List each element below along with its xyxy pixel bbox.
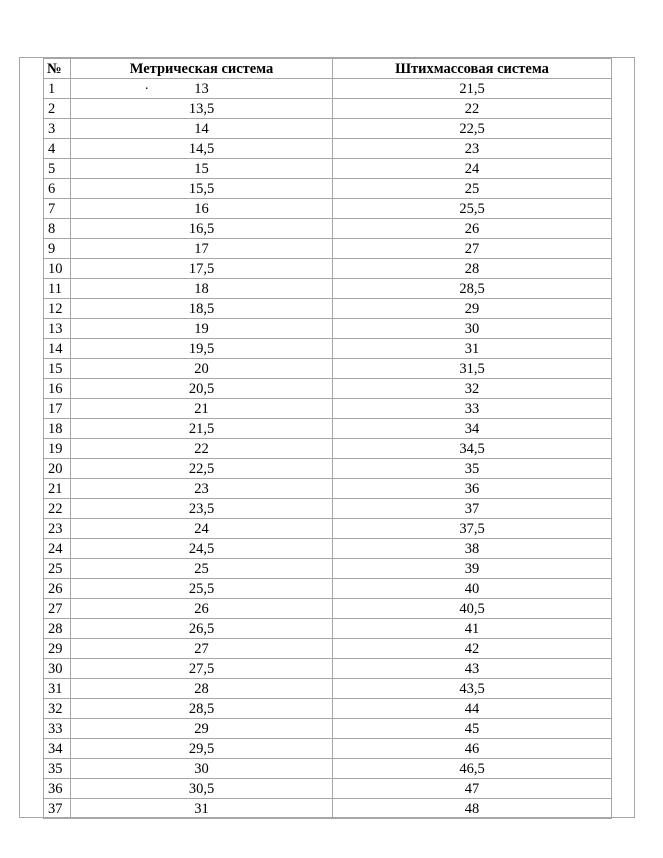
row-number-cell: 13 [44, 319, 71, 339]
table-row [44, 719, 612, 739]
stichmass-size-cell: 40 [333, 579, 612, 599]
metric-size-cell: 18 [71, 279, 333, 299]
row-number-cell: 29 [44, 639, 71, 659]
metric-size-cell: 18,5 [71, 299, 333, 319]
metric-size-cell: 13,5 [71, 99, 333, 119]
stichmass-size-cell: 27 [333, 239, 612, 259]
metric-size-cell: 14 [71, 119, 333, 139]
table-row [44, 419, 612, 439]
table-header-row [44, 59, 612, 79]
metric-size-cell: 22,5 [71, 459, 333, 479]
stichmass-size-cell: 39 [333, 559, 612, 579]
row-number-cell: 5 [44, 159, 71, 179]
row-number-cell: 2 [44, 99, 71, 119]
stichmass-size-cell: 41 [333, 619, 612, 639]
metric-size-cell: 15 [71, 159, 333, 179]
metric-size-cell: 19,5 [71, 339, 333, 359]
row-number-cell: 17 [44, 399, 71, 419]
stichmass-size-cell: 31 [333, 339, 612, 359]
table-row [44, 219, 612, 239]
metric-size-cell: 28,5 [71, 699, 333, 719]
metric-size-cell: 27 [71, 639, 333, 659]
stichmass-size-cell: 23 [333, 139, 612, 159]
metric-size-cell: 24,5 [71, 539, 333, 559]
stichmass-size-cell: 29 [333, 299, 612, 319]
row-number-cell: 14 [44, 339, 71, 359]
table-row [44, 99, 612, 119]
table-row [44, 739, 612, 759]
table-row [44, 439, 612, 459]
row-number-cell: 11 [44, 279, 71, 299]
stichmass-size-cell: 38 [333, 539, 612, 559]
header-stichmass-system: Штихмассовая система [333, 59, 612, 79]
stichmass-size-cell: 43,5 [333, 679, 612, 699]
table-row [44, 779, 612, 799]
metric-size-cell: 24 [71, 519, 333, 539]
row-number-cell: 22 [44, 499, 71, 519]
row-number-cell: 28 [44, 619, 71, 639]
metric-size-cell: 27,5 [71, 659, 333, 679]
table-row [44, 339, 612, 359]
metric-size-cell: 30,5 [71, 779, 333, 799]
row-number-cell: 37 [44, 799, 71, 819]
table-row [44, 599, 612, 619]
row-number-cell: 33 [44, 719, 71, 739]
row-number-cell: 15 [44, 359, 71, 379]
stichmass-size-cell: 48 [333, 799, 612, 819]
metric-size-cell: 23 [71, 479, 333, 499]
table-row [44, 179, 612, 199]
table-row [44, 759, 612, 779]
row-number-cell: 32 [44, 699, 71, 719]
stichmass-size-cell: 24 [333, 159, 612, 179]
table-row [44, 279, 612, 299]
table-row [44, 799, 612, 819]
stichmass-size-cell: 37,5 [333, 519, 612, 539]
metric-size-cell: 17 [71, 239, 333, 259]
stichmass-size-cell: 30 [333, 319, 612, 339]
metric-size-cell: 26,5 [71, 619, 333, 639]
row-number-cell: 9 [44, 239, 71, 259]
row-number-cell: 36 [44, 779, 71, 799]
stray-dot-mark: . [145, 78, 149, 93]
stichmass-size-cell: 33 [333, 399, 612, 419]
row-number-cell: 8 [44, 219, 71, 239]
stichmass-size-cell: 45 [333, 719, 612, 739]
stichmass-size-cell: 42 [333, 639, 612, 659]
metric-size-cell: 22 [71, 439, 333, 459]
table-row [44, 399, 612, 419]
row-number-cell: 20 [44, 459, 71, 479]
row-number-cell: 34 [44, 739, 71, 759]
table-row [44, 259, 612, 279]
stichmass-size-cell: 32 [333, 379, 612, 399]
table-row [44, 579, 612, 599]
stichmass-size-cell: 26 [333, 219, 612, 239]
table-row [44, 379, 612, 399]
row-number-cell: 21 [44, 479, 71, 499]
metric-size-cell: 13 [71, 79, 333, 99]
stichmass-size-cell: 36 [333, 479, 612, 499]
metric-size-cell: 19 [71, 319, 333, 339]
metric-size-cell: 20,5 [71, 379, 333, 399]
stichmass-size-cell: 22 [333, 99, 612, 119]
stichmass-size-cell: 46 [333, 739, 612, 759]
row-number-cell: 19 [44, 439, 71, 459]
row-number-cell: 6 [44, 179, 71, 199]
metric-size-cell: 21 [71, 399, 333, 419]
stichmass-size-cell: 44 [333, 699, 612, 719]
row-number-cell: 26 [44, 579, 71, 599]
row-number-cell: 25 [44, 559, 71, 579]
stichmass-size-cell: 34 [333, 419, 612, 439]
metric-size-cell: 28 [71, 679, 333, 699]
table-row [44, 119, 612, 139]
table-row [44, 239, 612, 259]
metric-size-cell: 15,5 [71, 179, 333, 199]
metric-size-cell: 21,5 [71, 419, 333, 439]
row-number-cell: 18 [44, 419, 71, 439]
stichmass-size-cell: 28 [333, 259, 612, 279]
table-row [44, 199, 612, 219]
table-row [44, 699, 612, 719]
table-row [44, 679, 612, 699]
metric-size-cell: 16,5 [71, 219, 333, 239]
table-row [44, 459, 612, 479]
row-number-cell: 3 [44, 119, 71, 139]
header-metric-system: Метрическая система [71, 59, 333, 79]
table-row [44, 559, 612, 579]
metric-size-cell: 29 [71, 719, 333, 739]
stichmass-size-cell: 43 [333, 659, 612, 679]
table-row [44, 659, 612, 679]
row-number-cell: 23 [44, 519, 71, 539]
row-number-cell: 7 [44, 199, 71, 219]
table-row [44, 479, 612, 499]
row-number-cell: 16 [44, 379, 71, 399]
table-row [44, 139, 612, 159]
stichmass-size-cell: 47 [333, 779, 612, 799]
stichmass-size-cell: 25,5 [333, 199, 612, 219]
stichmass-size-cell: 40,5 [333, 599, 612, 619]
metric-size-cell: 20 [71, 359, 333, 379]
metric-size-cell: 26 [71, 599, 333, 619]
table-row [44, 639, 612, 659]
row-number-cell: 31 [44, 679, 71, 699]
metric-size-cell: 23,5 [71, 499, 333, 519]
table-row [44, 79, 612, 99]
table-row [44, 519, 612, 539]
stichmass-size-cell: 31,5 [333, 359, 612, 379]
header-number: № [44, 59, 71, 79]
table-row [44, 359, 612, 379]
metric-size-cell: 14,5 [71, 139, 333, 159]
row-number-cell: 35 [44, 759, 71, 779]
stichmass-size-cell: 34,5 [333, 439, 612, 459]
stichmass-size-cell: 35 [333, 459, 612, 479]
metric-size-cell: 29,5 [71, 739, 333, 759]
metric-size-cell: 25 [71, 559, 333, 579]
table-row [44, 499, 612, 519]
table-body [44, 79, 612, 819]
row-number-cell: 1 [44, 79, 71, 99]
table-row [44, 299, 612, 319]
table-row [44, 619, 612, 639]
stichmass-size-cell: 25 [333, 179, 612, 199]
metric-size-cell: 31 [71, 799, 333, 819]
table-row [44, 159, 612, 179]
metric-size-cell: 30 [71, 759, 333, 779]
row-number-cell: 24 [44, 539, 71, 559]
table-row [44, 319, 612, 339]
row-number-cell: 4 [44, 139, 71, 159]
table-row [44, 539, 612, 559]
stichmass-size-cell: 37 [333, 499, 612, 519]
metric-size-cell: 25,5 [71, 579, 333, 599]
stichmass-size-cell: 22,5 [333, 119, 612, 139]
metric-size-cell: 17,5 [71, 259, 333, 279]
stichmass-size-cell: 28,5 [333, 279, 612, 299]
row-number-cell: 30 [44, 659, 71, 679]
row-number-cell: 27 [44, 599, 71, 619]
row-number-cell: 12 [44, 299, 71, 319]
stichmass-size-cell: 21,5 [333, 79, 612, 99]
metric-size-cell: 16 [71, 199, 333, 219]
stichmass-size-cell: 46,5 [333, 759, 612, 779]
size-conversion-table [43, 58, 612, 819]
row-number-cell: 10 [44, 259, 71, 279]
